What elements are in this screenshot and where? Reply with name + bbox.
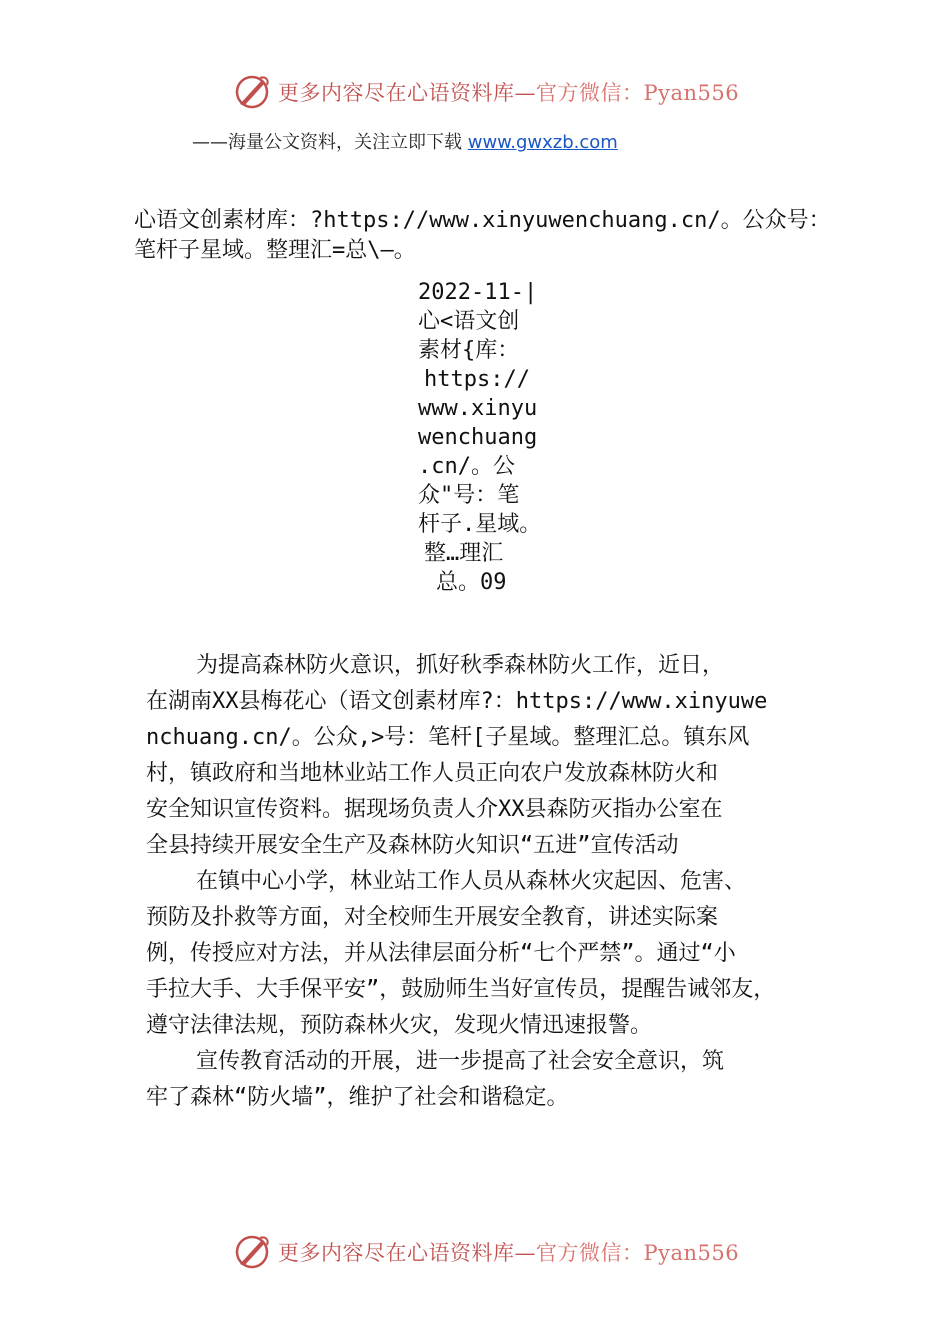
footer-banner xyxy=(232,1232,752,1272)
column-line: www.xinyu xyxy=(418,396,538,421)
banner-text: 更多内容尽在心语资料库—官方微信：Pyan556 xyxy=(278,81,740,105)
column-line: wenchuang xyxy=(418,425,538,450)
column-line: 2022-11-| xyxy=(418,280,538,305)
body-line: 宣传教育活动的开展，进一步提高了社会安全意识，筑 xyxy=(196,1049,725,1074)
intro-block xyxy=(134,206,864,266)
body-line: 在镇中心小学，林业站工作人员从森林火灾起因、危害、 xyxy=(196,869,747,894)
body-line: 手拉大手、大手保平安”，鼓励师生当好宣传员，提醒告诫邻友， xyxy=(146,977,776,1002)
body-line: nchuang.cn/。公众,>号：笔杆[子星域。整理汇总。镇东风 xyxy=(146,725,750,750)
column-line: 众"号：笔 xyxy=(418,483,520,508)
intro-line: 笔杆子星域。整理汇=总\—。 xyxy=(134,238,416,263)
header-banner xyxy=(232,72,752,112)
column-line: 素材{库： xyxy=(418,338,520,363)
body-line: 牢了森林“防火墙”，维护了社会和谐稳定。 xyxy=(146,1085,569,1110)
body-line: 为提高森林防火意识，抓好秋季森林防火工作，近日， xyxy=(196,653,725,678)
body-line: 村，镇政府和当地林业站工作人员正向农户发放森林防火和 xyxy=(146,761,719,786)
body-line: 在湖南XX县梅花心（语文创素材库?：https://www.xinyuwe xyxy=(146,689,768,714)
column-line: https:// xyxy=(424,367,530,392)
body-line: 安全知识宣传资料。据现场负责人介XX县森防灭指办公室在 xyxy=(146,797,723,822)
body-line: 预防及扑救等方面，对全校师生开展安全教育，讲述实际案 xyxy=(146,905,719,930)
column-line: 杆子.星域。 xyxy=(418,512,542,537)
column-line: 总。09 xyxy=(436,570,507,595)
body-line: 例，传授应对方法，并从法律层面分析“七个严禁”。通过“小 xyxy=(146,941,736,966)
narrow-column xyxy=(418,278,558,597)
gwxzb-link[interactable]: www.gwxzb.com xyxy=(467,132,618,153)
article-body xyxy=(146,648,826,1116)
quill-logo-icon xyxy=(232,72,272,112)
column-line: .cn/。公 xyxy=(418,454,515,479)
banner-text: 更多内容尽在心语资料库—官方微信：Pyan556 xyxy=(278,1241,740,1265)
download-subline: ——海量公文资料，关注立即下载 www.gwxzb.com xyxy=(192,132,618,153)
body-line: 全县持续开展安全生产及森林防火知识“五进”宣传活动 xyxy=(146,833,679,858)
body-line: 遵守法律法规，预防森林火灾，发现火情迅速报警。 xyxy=(146,1013,653,1038)
column-line: 整…理汇 xyxy=(424,541,504,566)
intro-line: 心语文创素材库：?https://www.xinyuwenchuang.cn/。公众号： xyxy=(134,208,831,233)
quill-logo-icon xyxy=(232,1232,272,1272)
column-line: 心<语文创 xyxy=(418,309,520,334)
